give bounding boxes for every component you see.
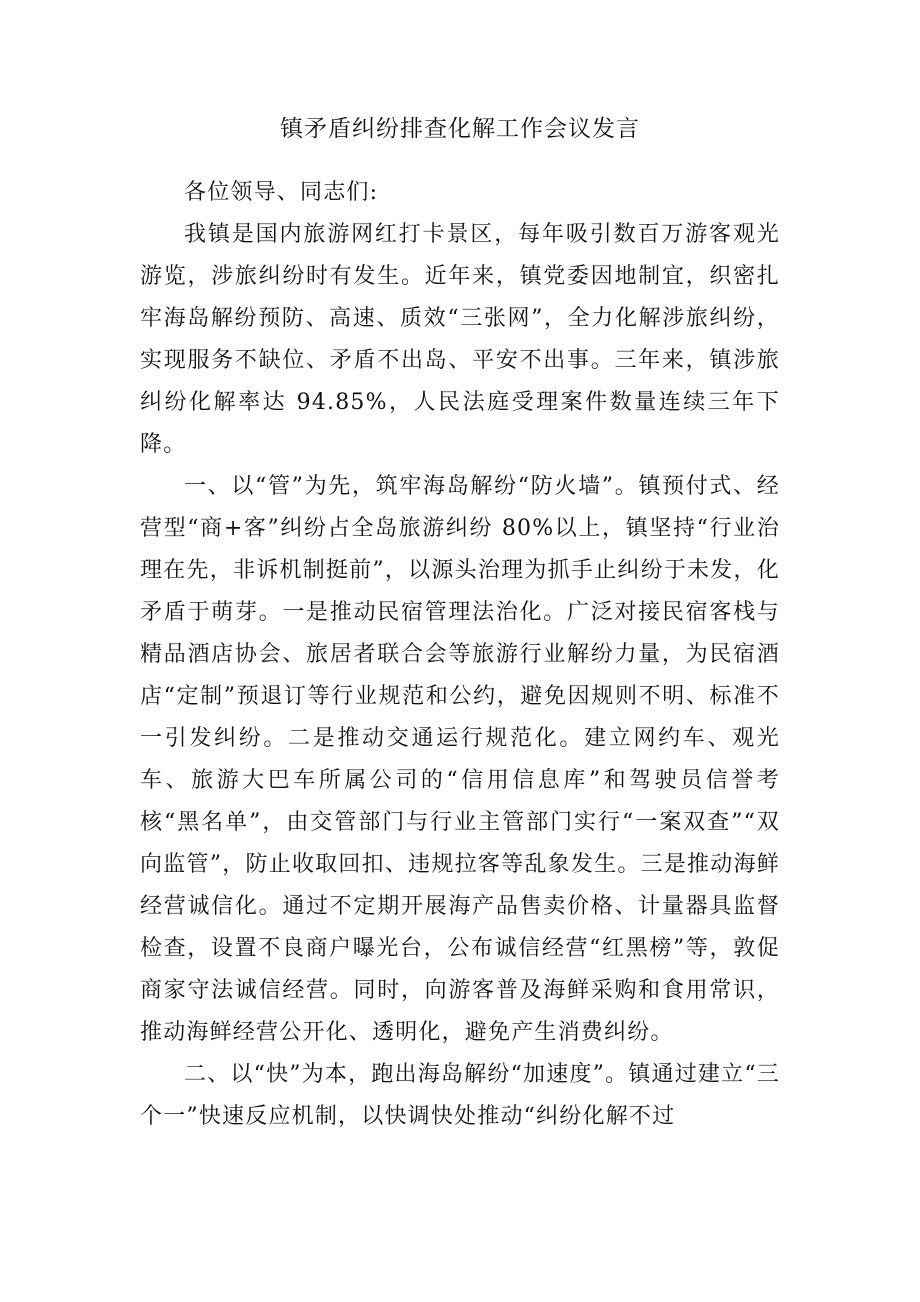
- greeting-line: 各位领导、同志们:: [184, 180, 379, 205]
- document-body: [140, 172, 780, 1138]
- paragraph-section-one: 一、以“管”为先，筑牢海岛解纷“防火墙”。镇预付式、经营型“商+客”纠纷占全岛旅游纠纷 80%以上，镇坚持“行业治理在先，非诉机制挺前”，以源头治理为抓手止纠纷于未发，化矛盾于萌芽。一是推动民宿管理法治化。广泛对接民宿客栈与精品酒店协会、旅居者联合会等旅游行业解纷力量，为民宿酒店“定制”预退订等行业规范和公约，避免因规则不明、标准不一引发纠纷。二是推动交通运行规范化。建立网约车、观光车、旅游大巴车所属公司的“信用信息库”和驾驶员信誉考核“黑名单”，由交管部门与行业主管部门实行“一案双查”“双向监管”，防止收取回扣、违规拉客等乱象发生。三是推动海鲜经营诚信化。通过不定期开展海产品售卖价格、计量器具监督检查，设置不良商户曝光台，公布诚信经营“红黑榜”等，敦促商家守法诚信经营。同时，向游客普及海鲜采购和食用常识，推动海鲜经营公开化、透明化，避免产生消费纠纷。: [140, 474, 780, 1045]
- paragraph-section-two: 二、以“快”为本，跑出海岛解纷“加速度”。镇通过建立“三个一”快速反应机制，以快调快处推动“纠纷化解不过: [140, 1062, 780, 1129]
- document-title: 镇矛盾纠纷排查化解工作会议发言: [280, 116, 640, 142]
- paragraph-intro: 我镇是国内旅游网红打卡景区，每年吸引数百万游客观光游览，涉旅纠纷时有发生。近年来，镇党委因地制宜，织密扎牢海岛解纷预防、高速、质效“三张网”，全力化解涉旅纠纷，实现服务不缺位、矛盾不出岛、平安不出事。三年来，镇涉旅纠纷化解率达 94.85%，人民法庭受理案件数量连续三年下降。: [140, 222, 780, 457]
